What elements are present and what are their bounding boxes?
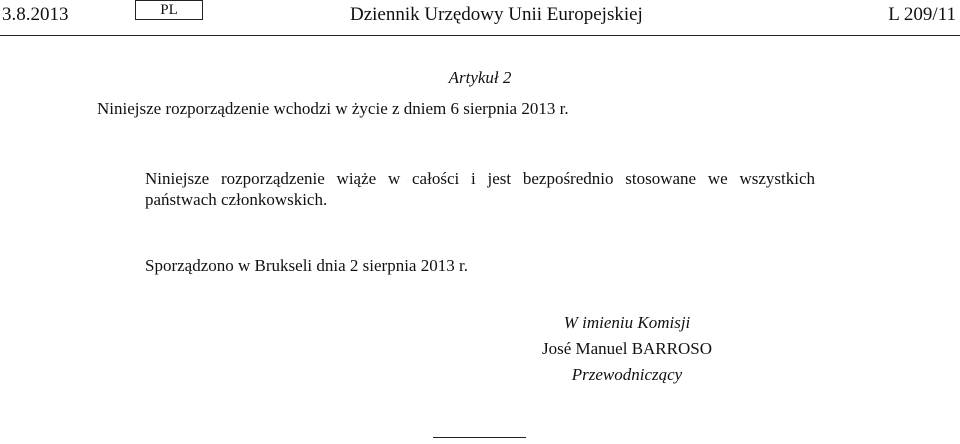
journal-title: Dziennik Urzędowy Unii Europejskiej (350, 4, 643, 25)
page-header (0, 0, 960, 36)
binding-paragraph: Niniejsze rozporządzenie wiąże w całości i jest bezpośrednio stosowane we wszystkich państwach członkowskich. (145, 169, 815, 209)
publication-date: 3.8.2013 (2, 4, 69, 25)
signature-on-behalf: W imieniu Komisji (563, 313, 691, 332)
entry-into-force-paragraph: Niniejsze rozporządzenie wchodzi w życie z dniem 6 sierpnia 2013 r. (97, 99, 569, 118)
signatory-role: Przewodniczący (571, 365, 683, 384)
language-badge: PL (135, 0, 203, 20)
done-at-line: Sporządzono w Brukseli dnia 2 sierpnia 2013 r. (145, 256, 468, 275)
article-heading: Artykuł 2 (448, 68, 512, 87)
signatory-name: José Manuel BARROSO (541, 339, 712, 358)
page-reference: L 209/11 (888, 4, 956, 25)
signature-block (527, 310, 727, 388)
end-of-document-rule (433, 437, 526, 438)
